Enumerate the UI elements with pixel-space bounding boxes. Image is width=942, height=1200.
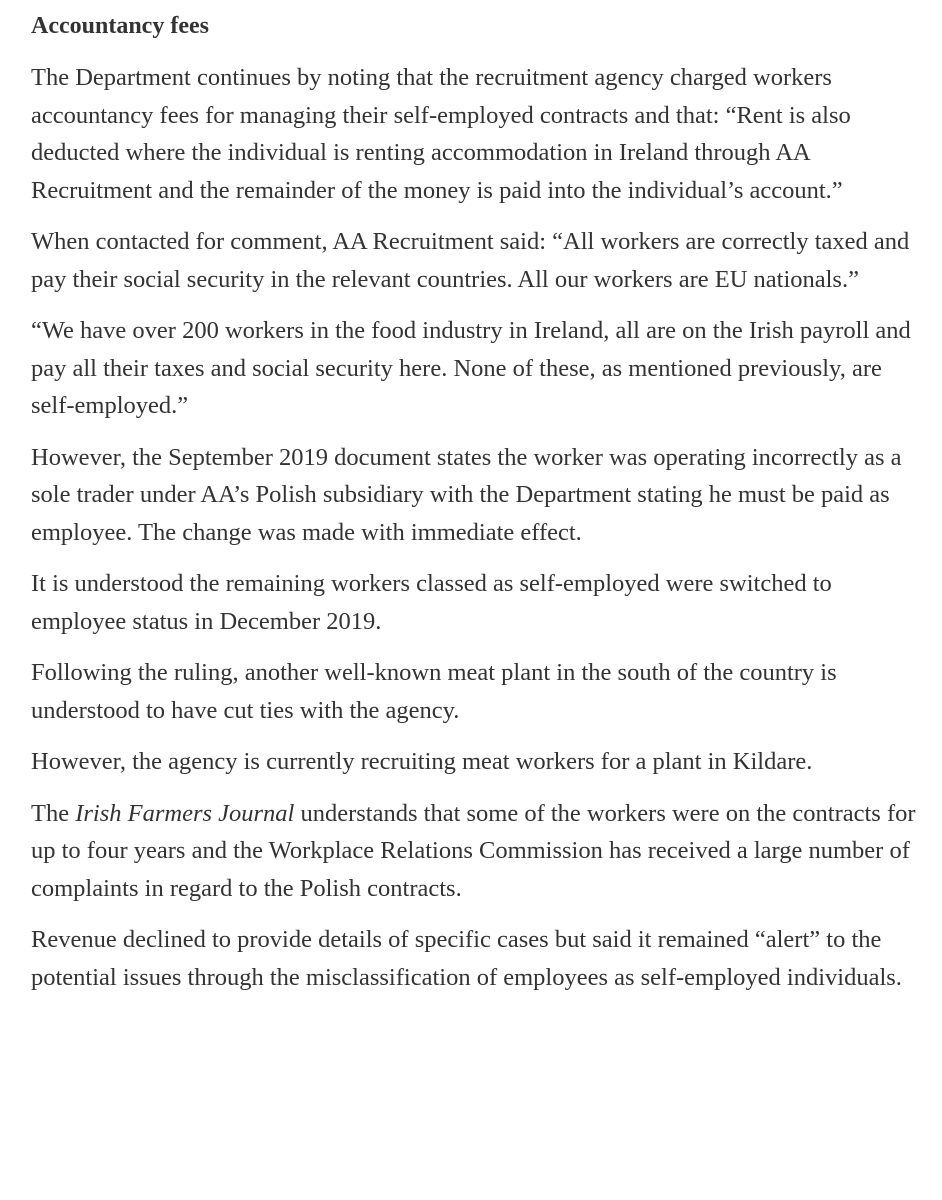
paragraph-september-document: However, the September 2019 document states the worker was operating incorrectly as a sole trader under AA’s Polish subsidiary with the Department stating he must be paid as employee. The change was made with immediate effect. [31, 443, 902, 546]
paragraph-wrc-complaints [31, 795, 916, 908]
paragraph-aa-comment: When contacted for comment, AA Recruitment said: “All workers are correctly taxed and pay their social security in the relevant countries. All our workers are EU nationals.” [31, 228, 910, 293]
paragraph-workers-quote: “We have over 200 workers in the food industry in Ireland, all are on the Irish payroll and pay all their taxes and social security here. None of these, as mentioned previously, are self-employed.” [31, 317, 911, 419]
paragraph-revenue-alert: Revenue declined to provide details of specific cases but said it remained “alert” to the potential issues through the misclassification of employees as self-employed individuals. [31, 926, 902, 991]
paragraph-rest: understands that some of the workers were on the contracts for up to four years and the Workplace Relations Commission has received a large number of complaints in regard to the Polish contracts. [31, 799, 916, 902]
paragraph-department-fees: The Department continues by noting that the recruitment agency charged workers accountancy fees for managing their self-employed contracts and that: “Rent is also deducted where the individual is renting accommodation in Ireland through AA Recruitment and the remainder of the money is paid into the individual’s account.” [31, 64, 851, 204]
article-body [31, 8, 916, 1010]
paragraph-prefix: The [31, 799, 76, 827]
subheading-accountancy-fees: Accountancy fees [31, 13, 209, 39]
paragraph-employee-status: It is understood the remaining workers classed as self-employed were switched to employee status in December 2019. [31, 570, 832, 635]
paragraph-meat-plant-ties: Following the ruling, another well-known meat plant in the south of the country is understood to have cut ties with the agency. [31, 659, 837, 724]
paragraph-kildare-recruiting: However, the agency is currently recruiting meat workers for a plant in Kildare. [31, 748, 813, 775]
publication-name: Irish Farmers Journal [75, 799, 295, 827]
